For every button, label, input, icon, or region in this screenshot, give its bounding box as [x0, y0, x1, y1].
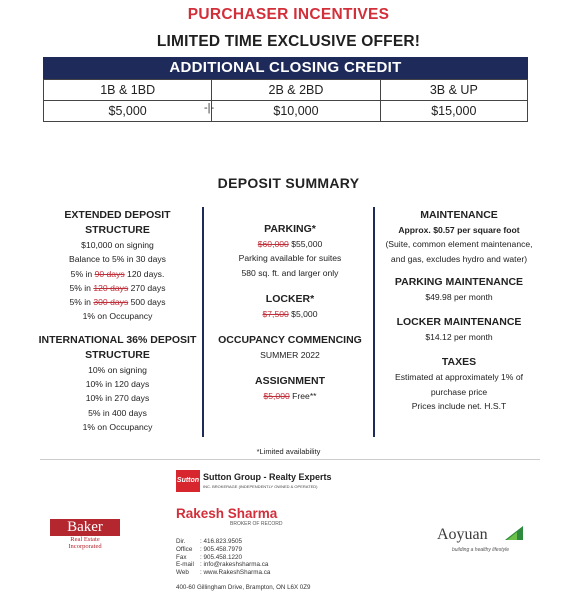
extended-deposit-heading-2: STRUCTURE [85, 224, 150, 236]
office-address: 400-60 Gillingham Drive, Brampton, ON L6X 0Z9 [176, 584, 311, 591]
deposit-line-prefix: 5% in [70, 268, 95, 279]
aoyuan-tagline: building a healthy lifestyle [452, 547, 509, 553]
brokerage-subtitle: INC. BROKERAGE (INDEPENDENTLY OWNED & OPERATED) [203, 484, 318, 489]
parking-price [205, 237, 375, 251]
deposit-column-left [35, 208, 200, 434]
page-title: PURCHASER INCENTIVES [187, 6, 390, 23]
new-price: $5,000 [288, 308, 318, 319]
brokerage-name: Sutton Group - Realty Experts [203, 472, 332, 482]
locker-price [205, 307, 375, 321]
taxes-note: Prices include net. H.S.T [411, 401, 507, 412]
occupancy-value: SUMMER 2022 [260, 350, 320, 361]
deposit-line-prefix: 5% in [69, 282, 94, 293]
contact-value: : www.RakeshSharma.ca [200, 569, 271, 577]
contact-label: E-mail [176, 561, 194, 569]
contact-row [176, 554, 270, 562]
availability-note: *Limited availability [256, 447, 321, 456]
parking-maintenance-heading: PARKING MAINTENANCE [394, 275, 524, 288]
contact-row [176, 546, 270, 554]
new-price: $55,000 [288, 239, 323, 249]
old-term: 90 days [94, 268, 125, 279]
new-term: 500 days [128, 297, 166, 308]
baker-logo-sub: Real Estate [70, 536, 100, 543]
contact-value: : 905.458.1220 [200, 553, 243, 561]
closing-credit-banner: ADDITIONAL CLOSING CREDIT [43, 57, 528, 79]
deposit-column-right [375, 208, 543, 413]
deposit-column-middle [205, 222, 375, 404]
baker-logo [50, 519, 120, 550]
table-row [44, 101, 528, 122]
new-term: 270 days [128, 282, 166, 293]
deposit-line-prefix: 5% in [69, 297, 94, 308]
taxes-note: purchase price [430, 386, 488, 397]
international-deposit-heading: INTERNATIONAL 36% DEPOSIT [38, 333, 197, 346]
deposit-line: 1% on Occupancy [82, 311, 153, 322]
contact-value: : 905.458.7979 [200, 545, 243, 553]
maintenance-note: (Suite, common element maintenance, [385, 239, 533, 250]
contact-value: : 416.823.9505 [200, 538, 243, 545]
deposit-line [35, 281, 200, 295]
credit-value: $10,000 [212, 101, 380, 122]
assignment-price [205, 389, 375, 403]
international-deposit-heading-2: STRUCTURE [85, 348, 150, 361]
deposit-line [35, 295, 200, 309]
agent-title: BROKER OF RECORD [230, 521, 283, 527]
old-term: 120 days [93, 282, 129, 293]
credit-value: $5,000 [44, 101, 212, 122]
credit-col-header: 2B & 2BD [212, 80, 380, 101]
parking-note: 580 sq. ft. and larger only [241, 267, 339, 278]
table-row [44, 80, 528, 101]
deposit-line: $10,000 on signing [81, 240, 154, 250]
old-price: $60,000 [257, 239, 289, 249]
credit-col-header: 3B & UP [380, 80, 527, 101]
parking-note: Parking available for suites [238, 253, 342, 264]
taxes-note: Estimated at approximately 1% of [394, 372, 523, 383]
deposit-summary-title: DEPOSIT SUMMARY [217, 175, 360, 191]
page-subtitle: LIMITED TIME EXCLUSIVE OFFER! [156, 33, 421, 50]
crosshair-cursor-icon: -|- [204, 102, 215, 114]
column-divider [202, 207, 204, 437]
closing-credit-table [43, 79, 528, 122]
deposit-line: 10% in 120 days [85, 379, 150, 390]
deposit-line: 10% on signing [88, 364, 147, 375]
old-price: $5,000 [263, 391, 290, 402]
deposit-line: Balance to 5% in 30 days [69, 254, 166, 265]
parking-maintenance-value: $49.98 per month [425, 291, 493, 302]
contact-row [176, 569, 270, 577]
contact-label: Web [176, 569, 189, 577]
new-term: 120 days. [124, 268, 165, 279]
locker-heading: LOCKER* [265, 292, 315, 305]
maintenance-rate: Approx. $0.57 per square foot [398, 225, 520, 235]
contact-label: Fax [176, 553, 187, 561]
credit-value: $15,000 [380, 101, 527, 122]
locker-maintenance-value: $14.12 per month [425, 332, 493, 343]
aoyuan-logo-text: Aoyuan [437, 526, 488, 543]
parking-heading: PARKING* [264, 223, 316, 235]
assignment-heading: ASSIGNMENT [254, 375, 325, 388]
new-price: Free** [289, 391, 317, 402]
contact-value: : info@rakeshsharma.ca [200, 561, 269, 569]
extended-deposit-heading: EXTENDED DEPOSIT [64, 209, 171, 221]
aoyuan-logo-icon [503, 524, 525, 542]
credit-col-header: 1B & 1BD [44, 80, 212, 101]
footer-divider [40, 459, 540, 460]
old-term: 300 days [93, 297, 129, 308]
maintenance-note: and gas, excludes hydro and water) [390, 253, 528, 264]
contact-label: Dir. [176, 538, 186, 545]
old-price: $7,500 [262, 308, 289, 319]
baker-logo-sub: Incorporated [68, 543, 102, 550]
deposit-line: 1% on Occupancy [82, 421, 153, 432]
locker-maintenance-heading: LOCKER MAINTENANCE [396, 316, 522, 329]
contact-label: Office [176, 545, 193, 553]
contact-row [176, 561, 270, 569]
agent-name: Rakesh Sharma [176, 506, 278, 521]
contact-row [176, 538, 270, 546]
deposit-line: 5% in 400 days [88, 407, 147, 418]
sutton-logo: Sutton [176, 470, 200, 492]
taxes-heading: TAXES [441, 356, 477, 369]
contact-block [176, 538, 270, 577]
deposit-line: 10% in 270 days [85, 393, 150, 404]
baker-logo-name: Baker [50, 519, 120, 536]
maintenance-heading: MAINTENANCE [420, 209, 498, 221]
deposit-line [35, 267, 200, 281]
occupancy-heading: OCCUPANCY COMMENCING [218, 334, 362, 347]
